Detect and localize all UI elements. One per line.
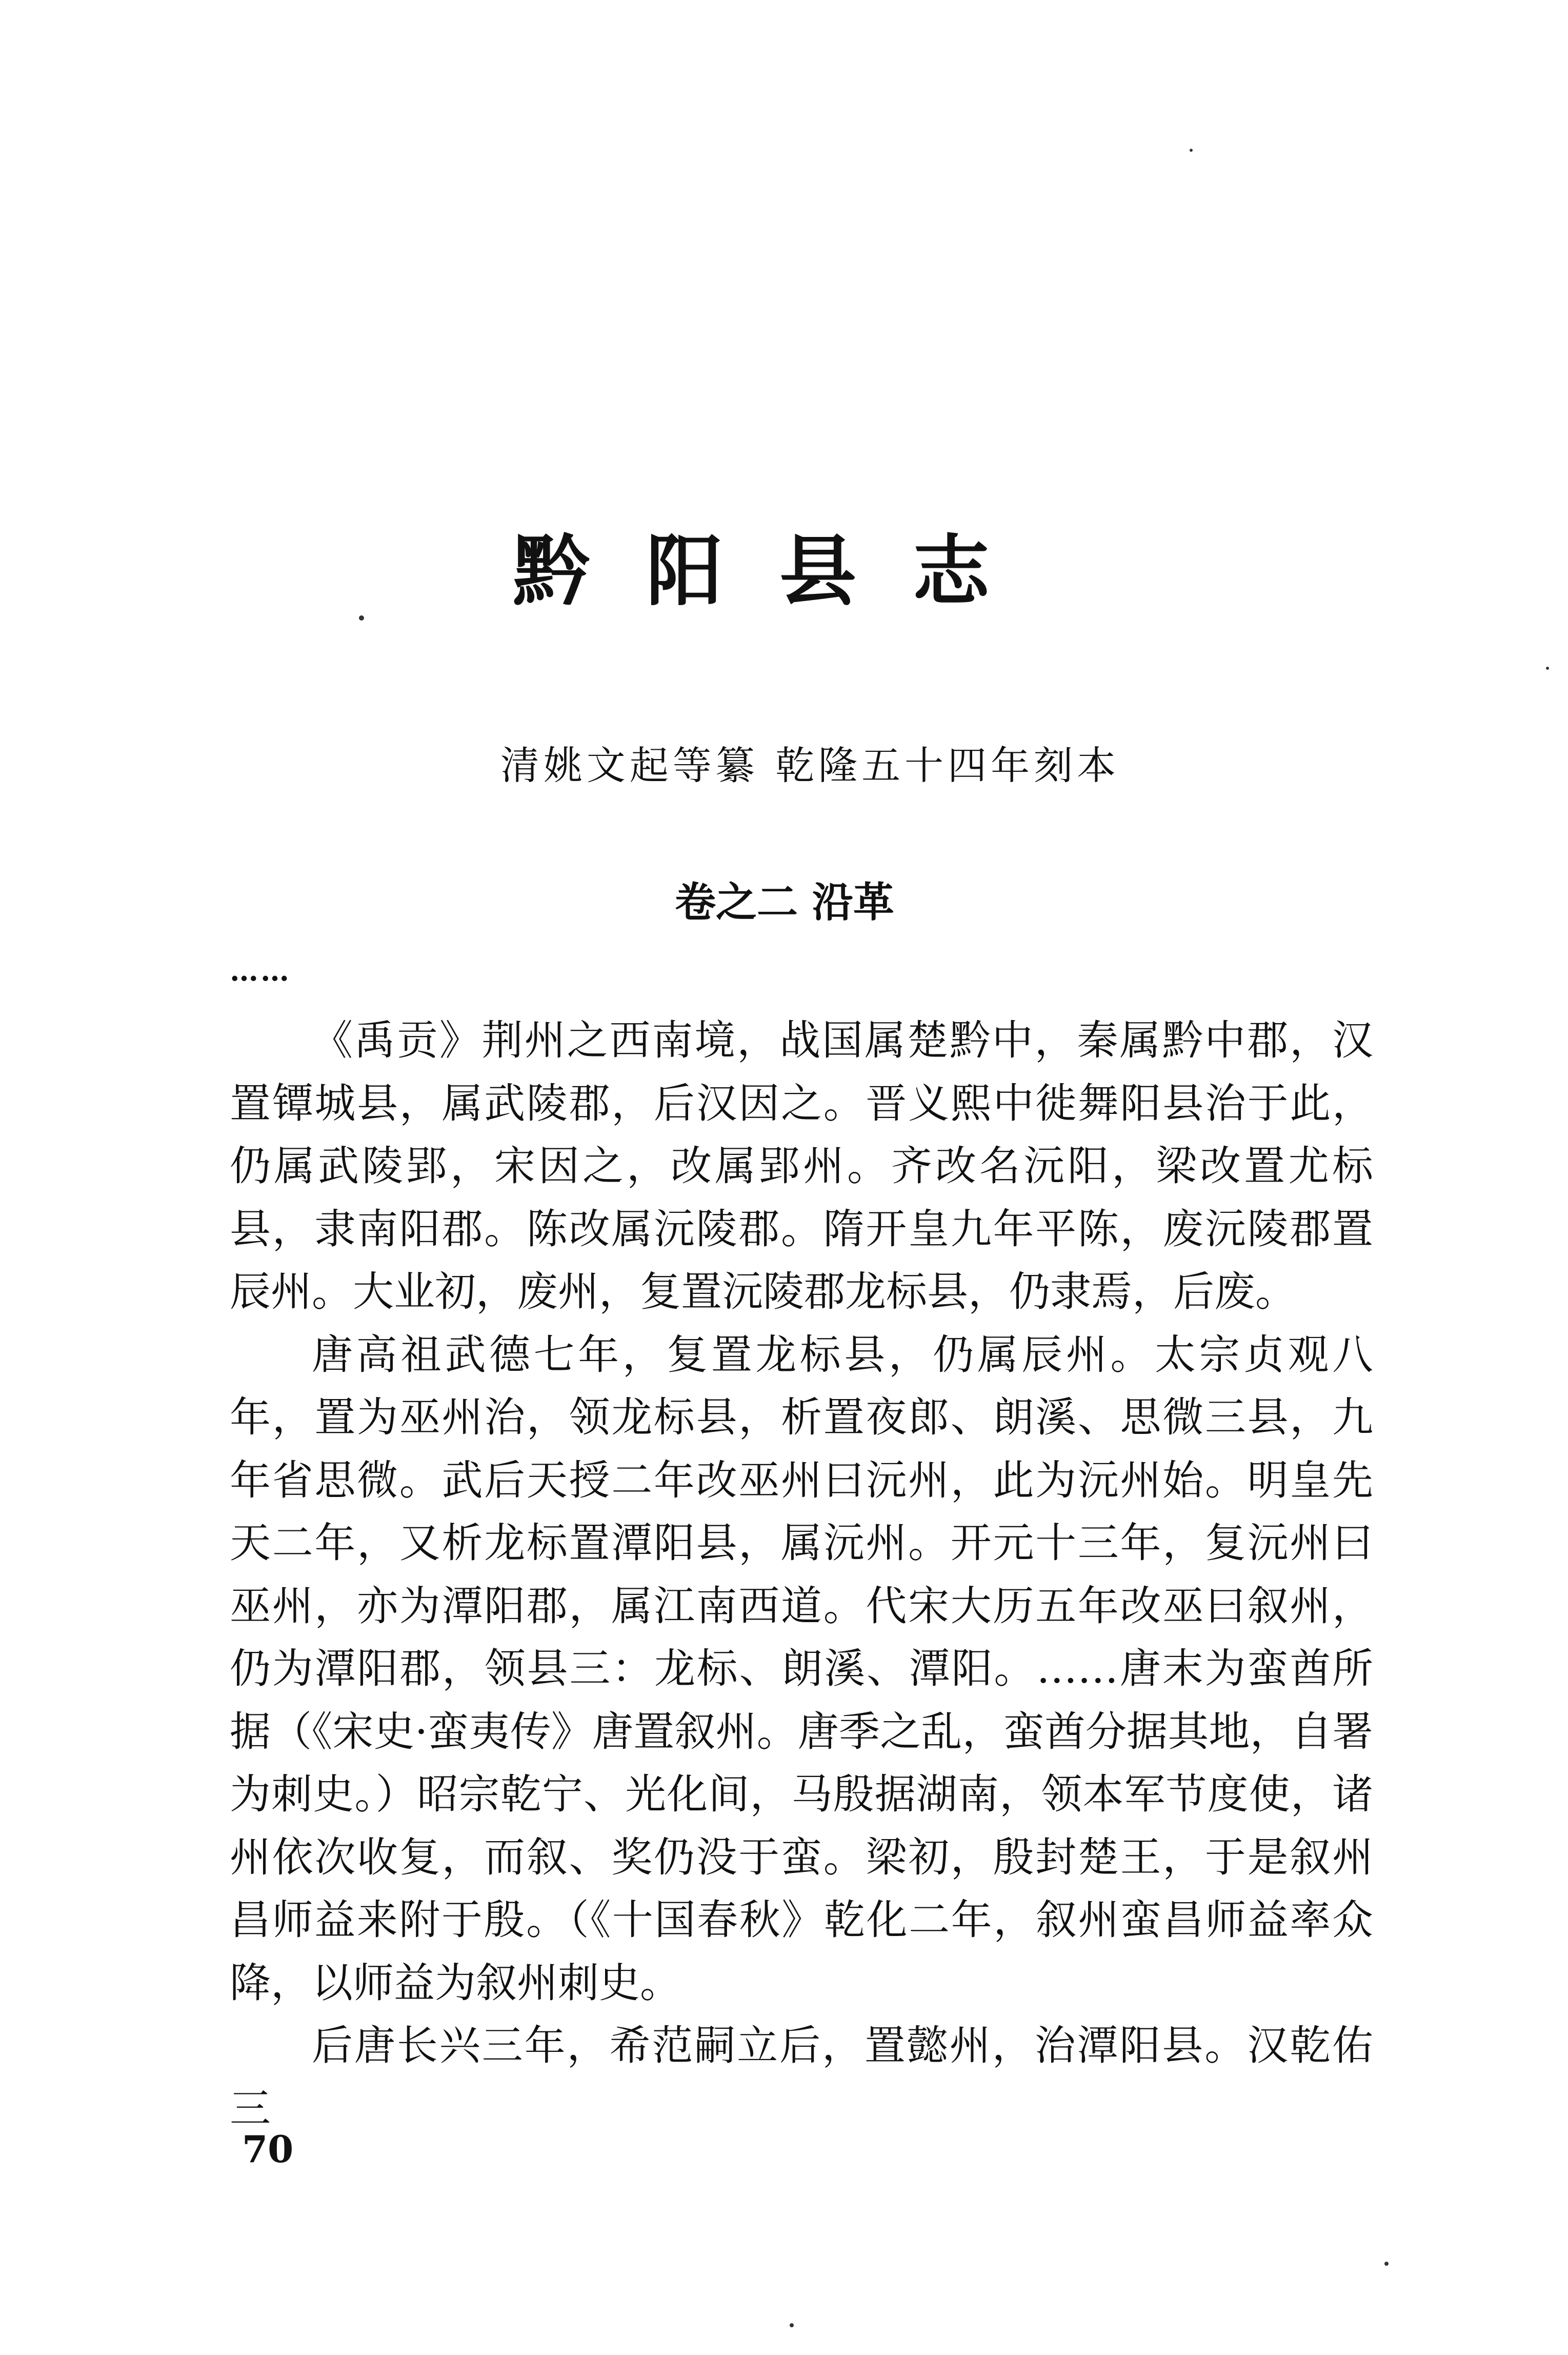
- page-title: 黔阳县志: [512, 527, 1046, 616]
- paragraph: 后唐长兴三年，希范嗣立后，置懿州，治潭阳县。汉乾佑三: [230, 2022, 1373, 2132]
- chapter-heading: 卷之二 沿革: [675, 879, 894, 926]
- source-line: 清姚文起等纂 乾隆五十四年刻本: [500, 743, 1120, 788]
- page-number: 70: [242, 2127, 294, 2171]
- body-text: [230, 1009, 1373, 2140]
- scan-speck: [359, 615, 364, 621]
- scan-speck: [1546, 667, 1549, 670]
- scan-speck: [790, 2323, 794, 2327]
- paragraph: 唐高祖武德七年，复置龙标县，仍属辰州。太宗贞观八年，置为巫州治，领龙标县，析置夜郎、朗溪、思微三县，九年省思微。武后天授二年改巫州曰沅州，此为沅州始。明皇先天二年，又析龙标置潭阳县，属沅州。开元十三年，复沅州曰巫州，亦为潭阳郡，属江南西道。代宋大历五年改巫曰叙州，仍为潭阳郡，领县三：龙标、朗溪、潭阳。……唐末为蛮酋所据（《宋史·蛮夷传》唐置叙州。唐季之乱，蛮酋分据其地，自署为刺史。）昭宗乾宁、光化间，马殷据湖南，领本军节度使，诸州依次收复，而叙、奖仍没于蛮。梁初，殷封楚王，于是叙州昌师益来附于殷。（《十国春秋》乾化二年，叙州蛮昌师益率众降，以师益为叙州刺史。: [230, 1330, 1373, 2007]
- scan-speck: [1190, 149, 1193, 152]
- paragraph: 《禹贡》荆州之西南境，战国属楚黔中，秦属黔中郡，汉置镡城县，属武陵郡，后汉因之。晋义熙中徙舞阳县治于此，仍属武陵郢，宋因之，改属郢州。齐改名沅阳，梁改置尤标县，隶南阳郡。陈改属沅陵郡。隋开皇九年平陈，废沅陵郡置辰州。大业初，废州，复置沅陵郡龙标县，仍隶焉，后废。: [230, 1016, 1373, 1315]
- scan-speck: [1384, 2262, 1389, 2266]
- leading-ellipsis: ……: [230, 954, 291, 988]
